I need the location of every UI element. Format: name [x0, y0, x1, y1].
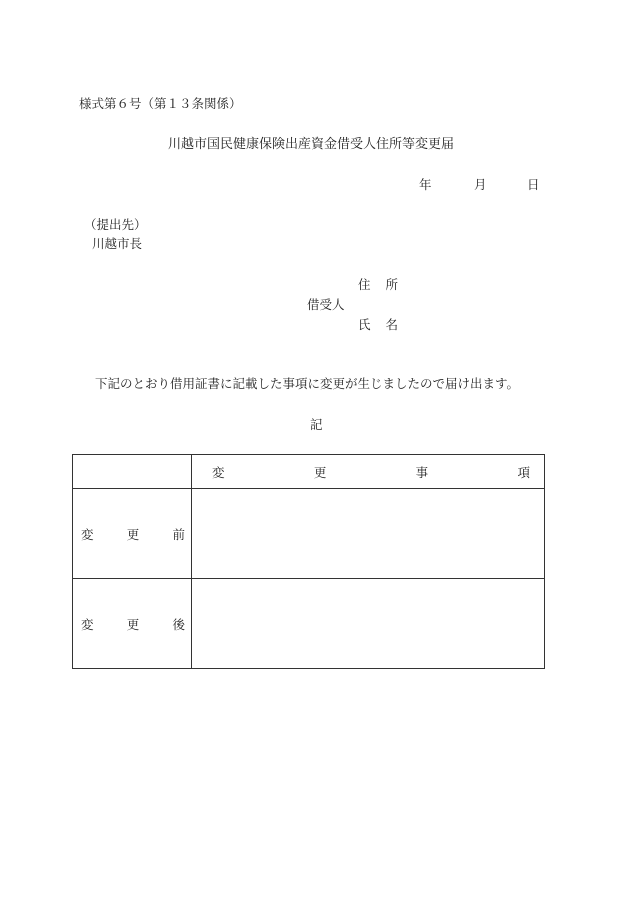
form-number: 様式第６号（第１３条関係） [79, 96, 242, 111]
statement: 下記のとおり借用証書に記載した事項に変更が生じましたので届け出ます。 [95, 376, 520, 391]
date-year: 年 [419, 177, 432, 192]
before-change-label [73, 489, 192, 579]
name-label-char-2: 名 [385, 317, 398, 332]
applicant-role: 借受人 [307, 297, 345, 312]
before-change-row [73, 489, 545, 579]
name-label-char-1: 氏 [358, 317, 371, 332]
after-label-char: 更 [126, 616, 140, 632]
changes-table [72, 454, 545, 669]
recipient-label: （提出先） [84, 217, 147, 232]
date-month: 月 [474, 177, 487, 192]
form-title: 川越市国民健康保険出産資金借受人住所等変更届 [168, 137, 455, 152]
address-label-char-2: 所 [385, 277, 398, 292]
header-empty-cell [73, 455, 192, 489]
address-label-char-1: 住 [358, 277, 371, 292]
after-change-value[interactable] [192, 579, 545, 669]
header-char: 変 [212, 464, 225, 480]
header-char: 事 [415, 464, 429, 480]
before-change-value[interactable] [192, 489, 545, 579]
after-label-char: 後 [172, 616, 185, 632]
header-change-items-cell [192, 455, 545, 489]
after-change-row [73, 579, 545, 669]
after-change-label [73, 579, 192, 669]
ki-label: 記 [310, 417, 323, 432]
header-char: 項 [517, 464, 530, 480]
before-label-char: 変 [81, 526, 94, 542]
header-char: 更 [313, 464, 327, 480]
table-header-row [73, 455, 545, 489]
name-label [358, 319, 398, 332]
date-day: 日 [527, 177, 540, 192]
before-label-char: 前 [172, 526, 185, 542]
recipient-name: 川越市長 [92, 236, 143, 251]
before-label-char: 更 [126, 526, 140, 542]
after-label-char: 変 [81, 616, 94, 632]
address-label [358, 279, 398, 292]
